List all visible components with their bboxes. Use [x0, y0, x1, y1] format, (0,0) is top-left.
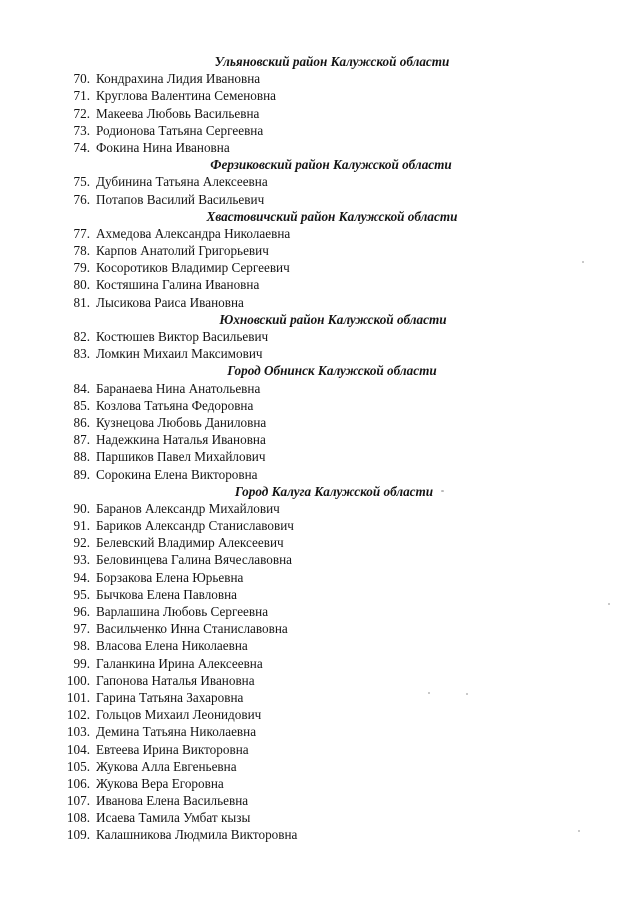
section-heading	[0, 483, 640, 500]
list-item	[0, 637, 640, 654]
list-item-name: Фокина Нина Ивановна	[96, 139, 230, 155]
list-item	[0, 689, 640, 706]
list-item	[0, 448, 640, 465]
section-heading-text: Хвастовичский район Калужской области	[206, 208, 458, 224]
list-item-number: 70.	[73, 71, 90, 87]
list-item	[0, 741, 640, 758]
list-item-number: 80.	[73, 277, 90, 293]
list-item-name: Жукова Вера Егоровна	[96, 775, 224, 791]
list-item-name: Сорокина Елена Викторовна	[96, 466, 258, 482]
list-item-name: Лысикова Раиса Ивановна	[96, 294, 244, 310]
list-item-number: 93.	[73, 552, 90, 568]
scan-speck	[428, 692, 430, 694]
section-heading-text: Город Обнинск Калужской области	[227, 363, 437, 379]
list-item	[0, 603, 640, 620]
scan-speck	[466, 693, 468, 695]
list-item	[0, 775, 640, 792]
list-item-number: 75.	[73, 174, 90, 190]
list-item	[0, 655, 640, 672]
list-item-number: 85.	[73, 397, 90, 413]
list-item-number: 87.	[73, 432, 90, 448]
list-item	[0, 792, 640, 809]
list-item-number: 108.	[66, 810, 90, 826]
list-item	[0, 431, 640, 448]
list-item-number: 82.	[73, 329, 90, 344]
list-item-name: Кузнецова Любовь Даниловна	[96, 414, 267, 430]
scan-speck	[578, 830, 580, 832]
list-item-number: 98.	[73, 638, 90, 654]
list-item	[0, 414, 640, 431]
list-item-name: Ломкин Михаил Максимович	[96, 346, 263, 362]
list-item-name: Баранаева Нина Анатольевна	[96, 380, 261, 396]
list-item	[0, 534, 640, 551]
document-page	[0, 53, 640, 844]
scan-speck	[608, 603, 610, 605]
list-item-number: 73.	[73, 122, 90, 138]
list-item-number: 89.	[73, 466, 90, 482]
list-item	[0, 586, 640, 603]
list-item	[0, 87, 640, 104]
list-item	[0, 620, 640, 637]
list-item-number: 99.	[73, 655, 90, 671]
list-item	[0, 105, 640, 122]
list-item-name: Дубинина Татьяна Алексеевна	[96, 174, 268, 190]
section-heading-text: Юхновский район Калужской области	[219, 311, 447, 327]
scan-speck	[441, 490, 444, 492]
list-item-name: Жукова Алла Евгеньевна	[96, 758, 237, 774]
list-item	[0, 276, 640, 293]
list-item-name: Надежкина Наталья Ивановна	[96, 432, 266, 448]
section-heading-text: Ферзиковский район Калужской области	[210, 157, 452, 173]
list-item-name: Белевский Владимир Алексеевич	[96, 535, 284, 551]
list-item	[0, 672, 640, 689]
scan-speck	[582, 261, 584, 263]
list-item-name: Козлова Татьяна Федоровна	[96, 397, 254, 413]
list-item-name: Галанкина Ирина Алексеевна	[96, 655, 263, 671]
list-item	[0, 225, 640, 242]
list-item-number: 92.	[73, 535, 90, 551]
list-item-number: 74.	[73, 139, 90, 155]
list-item-name: Кондрахина Лидия Ивановна	[96, 71, 261, 87]
section-heading	[0, 362, 640, 379]
list-item	[0, 723, 640, 740]
list-item	[0, 380, 640, 397]
list-item	[0, 70, 640, 87]
list-item-number: 106.	[66, 775, 90, 791]
section-heading	[0, 311, 640, 328]
list-item	[0, 500, 640, 517]
section-heading-text: Ульяновский район Калужской области	[214, 54, 450, 69]
section-heading	[0, 156, 640, 173]
list-item-name: Карпов Анатолий Григорьевич	[96, 243, 269, 259]
list-item	[0, 191, 640, 208]
list-item-number: 94.	[73, 569, 90, 585]
list-item-number: 105.	[66, 758, 90, 774]
list-item-name: Калашникова Людмила Викторовна	[96, 827, 298, 843]
list-item-number: 102.	[66, 707, 90, 723]
list-item-number: 79.	[73, 260, 90, 276]
list-item-number: 83.	[73, 346, 90, 362]
list-item	[0, 122, 640, 139]
section-heading	[0, 53, 640, 70]
list-item-number: 77.	[73, 225, 90, 241]
list-item-number: 109.	[66, 827, 90, 843]
list-item-name: Иванова Елена Васильевна	[96, 793, 249, 809]
list-item-name: Ахмедова Александра Николаевна	[96, 225, 291, 241]
list-item-name: Паршиков Павел Михайлович	[96, 449, 266, 465]
section-heading	[0, 208, 640, 225]
list-item-name: Беловинцева Галина Вячеславовна	[96, 552, 292, 568]
list-item-name: Васильченко Инна Станиславовна	[96, 621, 288, 637]
list-item	[0, 173, 640, 190]
list-item-name: Демина Татьяна Николаевна	[96, 724, 257, 740]
list-item	[0, 259, 640, 276]
list-item-name: Гольцов Михаил Леонидович	[96, 707, 262, 723]
list-item-name: Исаева Тамила Умбат кызы	[96, 810, 251, 826]
list-item-name: Родионова Татьяна Сергеевна	[96, 122, 264, 138]
list-item-name: Власова Елена Николаевна	[96, 638, 248, 654]
list-item-number: 72.	[73, 105, 90, 121]
list-item-name: Костяшина Галина Ивановна	[96, 277, 260, 293]
list-item	[0, 706, 640, 723]
list-item-number: 97.	[73, 621, 90, 637]
list-item	[0, 242, 640, 259]
list-item	[0, 569, 640, 586]
list-item-name: Потапов Василий Васильевич	[96, 191, 265, 207]
list-item	[0, 809, 640, 826]
list-item-name: Гапонова Наталья Ивановна	[96, 672, 255, 688]
list-item-name: Косоротиков Владимир Сергеевич	[96, 260, 290, 276]
list-item	[0, 345, 640, 362]
list-item	[0, 139, 640, 156]
list-item-name: Гарина Татьяна Захаровна	[96, 689, 244, 705]
list-item-number: 71.	[73, 88, 90, 104]
list-item	[0, 551, 640, 568]
list-item	[0, 826, 640, 843]
list-item-number: 78.	[73, 243, 90, 259]
list-item-number: 95.	[73, 586, 90, 602]
list-item-number: 100.	[66, 672, 90, 688]
list-item-number: 86.	[73, 414, 90, 430]
section-heading-text: Город Калуга Калужской области	[234, 483, 434, 499]
list-item	[0, 758, 640, 775]
list-item-name: Бариков Александр Станиславович	[96, 518, 294, 534]
list-item-number: 81.	[73, 294, 90, 310]
list-item-name: Бычкова Елена Павловна	[96, 586, 238, 602]
list-item-name: Костюшев Виктор Васильевич	[96, 329, 269, 344]
list-item-number: 104.	[66, 741, 90, 757]
list-item-number: 91.	[73, 518, 90, 534]
list-item-number: 84.	[73, 380, 90, 396]
list-item-number: 107.	[66, 793, 90, 809]
list-item-number: 101.	[66, 689, 90, 705]
list-item	[0, 294, 640, 311]
list-item-number: 90.	[73, 500, 90, 516]
list-item-name: Баранов Александр Михайлович	[96, 500, 280, 516]
list-item-name: Макеева Любовь Васильевна	[96, 105, 260, 121]
list-item	[0, 466, 640, 483]
list-item-name: Круглова Валентина Семеновна	[96, 88, 277, 104]
list-item-number: 76.	[73, 191, 90, 207]
list-item-name: Варлашина Любовь Сергеевна	[96, 604, 269, 619]
list-item	[0, 397, 640, 414]
list-item	[0, 328, 640, 345]
list-item-number: 88.	[73, 449, 90, 465]
list-item	[0, 517, 640, 534]
list-item-number: 103.	[66, 724, 90, 740]
list-item-number: 96.	[73, 604, 90, 619]
list-item-name: Евтеева Ирина Викторовна	[96, 741, 249, 757]
list-item-name: Борзакова Елена Юрьевна	[96, 569, 244, 585]
